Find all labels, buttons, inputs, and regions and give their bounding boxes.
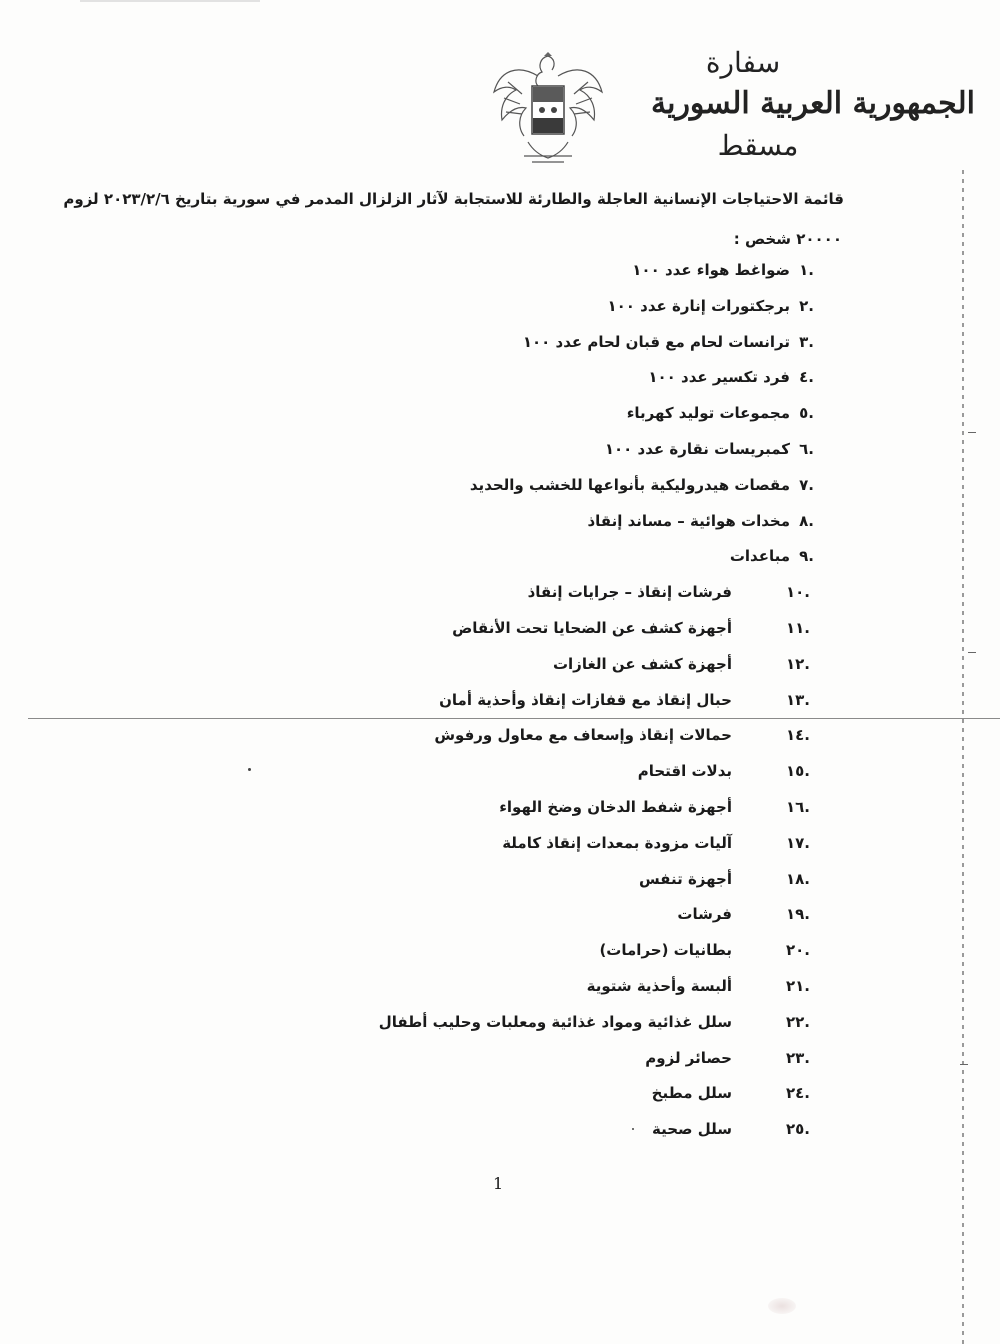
list-item-number: .١٥ — [785, 762, 810, 781]
list-item-number: .٤ — [799, 368, 814, 387]
list-item-text: سلل صحية — [651, 1120, 732, 1139]
list-item-number: .١٦ — [785, 798, 810, 816]
list-item — [250, 655, 810, 681]
list-item-text: برجكتورات إنارة عدد ١٠٠ — [607, 296, 790, 315]
list-item-number: .١ — [799, 261, 814, 279]
list-item-text: حبال إنقاذ مع قفازات إنقاذ وأحذية أمان — [439, 690, 732, 709]
list-item-text: أجهزة شفط الدخان وضخ الهواء — [499, 798, 732, 816]
list-item-text: فرد تكسير عدد ١٠٠ — [648, 368, 790, 387]
list-item-text: ترانسات لحام مع قبان لحام عدد ١٠٠ — [522, 332, 790, 351]
margin-tick — [968, 652, 976, 653]
scan-speck — [632, 1128, 634, 1130]
list-item-number: .٢٠ — [785, 941, 810, 960]
list-item — [250, 1084, 810, 1110]
list-item-text: فرشات — [677, 905, 732, 924]
list-item-text: سلل غذائية ومواد غذائية ومعلبات وحليب أطفال — [378, 1012, 732, 1031]
list-item — [250, 1049, 810, 1075]
header-line-country: الجمهورية العربية السورية — [651, 86, 975, 121]
margin-tick — [968, 432, 976, 433]
list-item — [250, 619, 810, 645]
list-item-number: .٢٢ — [785, 1012, 810, 1031]
list-item — [250, 1013, 810, 1039]
list-item-number: .١٠ — [785, 583, 810, 602]
list-item — [374, 297, 814, 323]
list-item — [374, 368, 814, 394]
list-item — [374, 547, 814, 573]
list-item-text: بدلات اقتحام — [637, 762, 732, 781]
list-item — [250, 905, 810, 931]
list-item-number: .٢ — [799, 296, 814, 315]
list-item-number: .١٤ — [785, 726, 810, 745]
list-item — [250, 941, 810, 967]
list-item-number: .٢١ — [785, 977, 810, 995]
list-item-number: .١٢ — [785, 654, 810, 673]
list-item-text: حمالات إنقاذ وإسعاف مع معاول ورفوش — [434, 726, 732, 745]
list-item-number: .٨ — [799, 511, 814, 530]
margin-tick — [960, 1064, 968, 1065]
list-item-text: مباعدات — [729, 547, 790, 566]
list-item-text: مجموعات توليد كهرباء — [626, 404, 790, 423]
list-item — [374, 476, 814, 502]
fold-line — [28, 718, 1000, 719]
list-item — [250, 870, 810, 896]
list-item-text: مخدات هوائية – مساند إنقاذ — [587, 511, 790, 530]
list-item-number: .١٩ — [785, 905, 810, 924]
list-item-text: أجهزة تنفس — [638, 869, 732, 888]
people-count: ٢٠٠٠٠ شخص : — [733, 230, 842, 248]
list-item-number: .٥ — [799, 404, 814, 423]
list-item-text: أجهزة كشف عن الغازات — [552, 654, 732, 673]
list-item-text: أجهزة كشف عن الضحايا تحت الأنقاض — [452, 619, 732, 637]
list-item-text: ضواغط هواء عدد ١٠٠ — [632, 261, 790, 279]
header-line-city: مسقط — [717, 129, 799, 162]
scan-speck — [248, 768, 251, 771]
list-item-number: .١١ — [785, 619, 810, 637]
list-item — [374, 333, 814, 359]
list-item — [374, 512, 814, 538]
list-item-number: .٩ — [799, 547, 814, 566]
list-item-number: .٢٥ — [785, 1120, 810, 1139]
list-item — [250, 583, 810, 609]
list-item-number: .١٨ — [785, 869, 810, 888]
list-item — [250, 762, 810, 788]
list-item-number: .٣ — [799, 332, 814, 351]
list-item-number: .٦ — [799, 440, 814, 458]
list-item — [250, 691, 810, 717]
list-item — [374, 261, 814, 287]
list-item-number: .١٣ — [785, 690, 810, 709]
list-item-text: بطانيات (حرامات) — [599, 941, 732, 960]
page-number: 1 — [493, 1174, 504, 1193]
list-item-number: .٢٣ — [785, 1048, 810, 1067]
scan-smudge — [768, 1298, 796, 1314]
list-item — [374, 440, 814, 466]
list-item — [250, 977, 810, 1003]
list-item-text: سلل مطبخ — [651, 1084, 732, 1103]
list-item-number: .٧ — [799, 475, 814, 494]
header-line-embassy: سفارة — [705, 46, 781, 79]
list-item — [250, 798, 810, 824]
margin-line — [962, 170, 964, 1344]
list-item-text: مقصات هيدروليكية بأنواعها للخشب والحديد — [469, 475, 790, 494]
list-item-text: آليات مزودة بمعدات إنقاذ كاملة — [502, 833, 732, 852]
list-item — [374, 404, 814, 430]
document-heading: قائمة الاحتياجات الإنسانية العاجلة والطارئة للاستجابة لآثار الزلزال المدمر في سورية بتاريخ ٢٠٢٣/٢/٦ لزوم — [63, 190, 844, 208]
list-item — [250, 1120, 810, 1146]
list-item-number: .١٧ — [785, 833, 810, 852]
list-item-text: كمبريسات نقارة عدد ١٠٠ — [604, 440, 790, 458]
list-item — [250, 834, 810, 860]
list-item-text: حصائر لزوم — [645, 1048, 732, 1067]
list-item-number: .٢٤ — [785, 1084, 810, 1103]
list-item — [250, 726, 810, 752]
list-item-text: ألبسة وأحذية شتوية — [586, 977, 732, 995]
list-item-text: فرشات إنقاذ – جرايات إنقاذ — [527, 583, 732, 602]
